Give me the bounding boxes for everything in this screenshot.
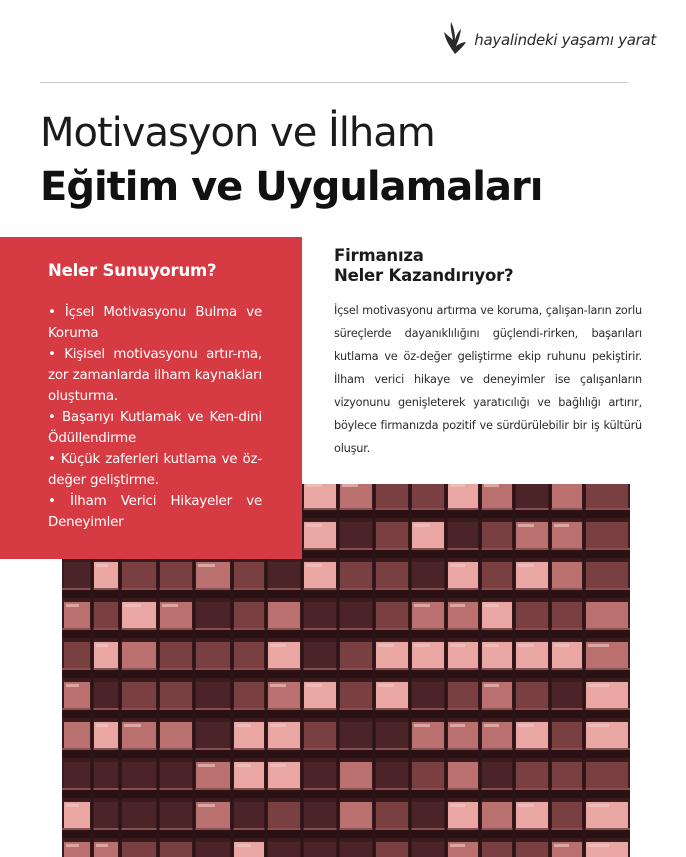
offer-item: • Küçük zaferleri kutlama ve öz-değer geliştirme. [48,452,262,488]
offers-heading: Neler Sunuyorum? [48,261,217,280]
brand-logo [442,20,656,60]
benefits-heading-line-1: Firmanıza [334,246,424,265]
header-divider [40,82,628,83]
page-title-line-1: Motivasyon ve İlham [40,110,435,156]
swallow-bird-icon [442,20,468,60]
offer-item: • İçsel Motivasyonu Bulma ve Koruma [48,305,262,341]
logo-text: hayalindeki yaşamı yarat [474,31,656,49]
offer-item: • Kişisel motivasyonu artır-ma, zor zamanlarda ilham kaynakları oluşturma. [48,347,262,404]
benefits-heading [334,246,642,286]
offer-item: • Başarıyı Kutlamak ve Ken-dini Ödüllendirme [48,410,262,446]
benefits-heading-line-2: Neler Kazandırıyor? [334,266,514,285]
benefits-body: İçsel motivasyonu artırma ve koruma, çalışan-ların zorlu süreçlerde dayanıklılığını güçlendi-rirken, başarıları kutlama ve öz-değer geliştirme ekip ruhunu pekiştirir. İlham verici hikaye ve deneyimler ise çalışanların vizyonunu genişleterek yaratıcılığı ve bağlılığı artırır, böylece firmanızda pozitif ve sürdürülebilir bir iş kültürü oluşur. [334,304,642,455]
offers-list [48,302,262,533]
benefits-section [334,246,642,460]
offer-item: • İlham Verici Hikayeler ve Deneyimler [48,494,262,530]
page-title-line-2: Eğitim ve Uygulamaları [40,164,543,210]
offers-panel [0,237,302,559]
